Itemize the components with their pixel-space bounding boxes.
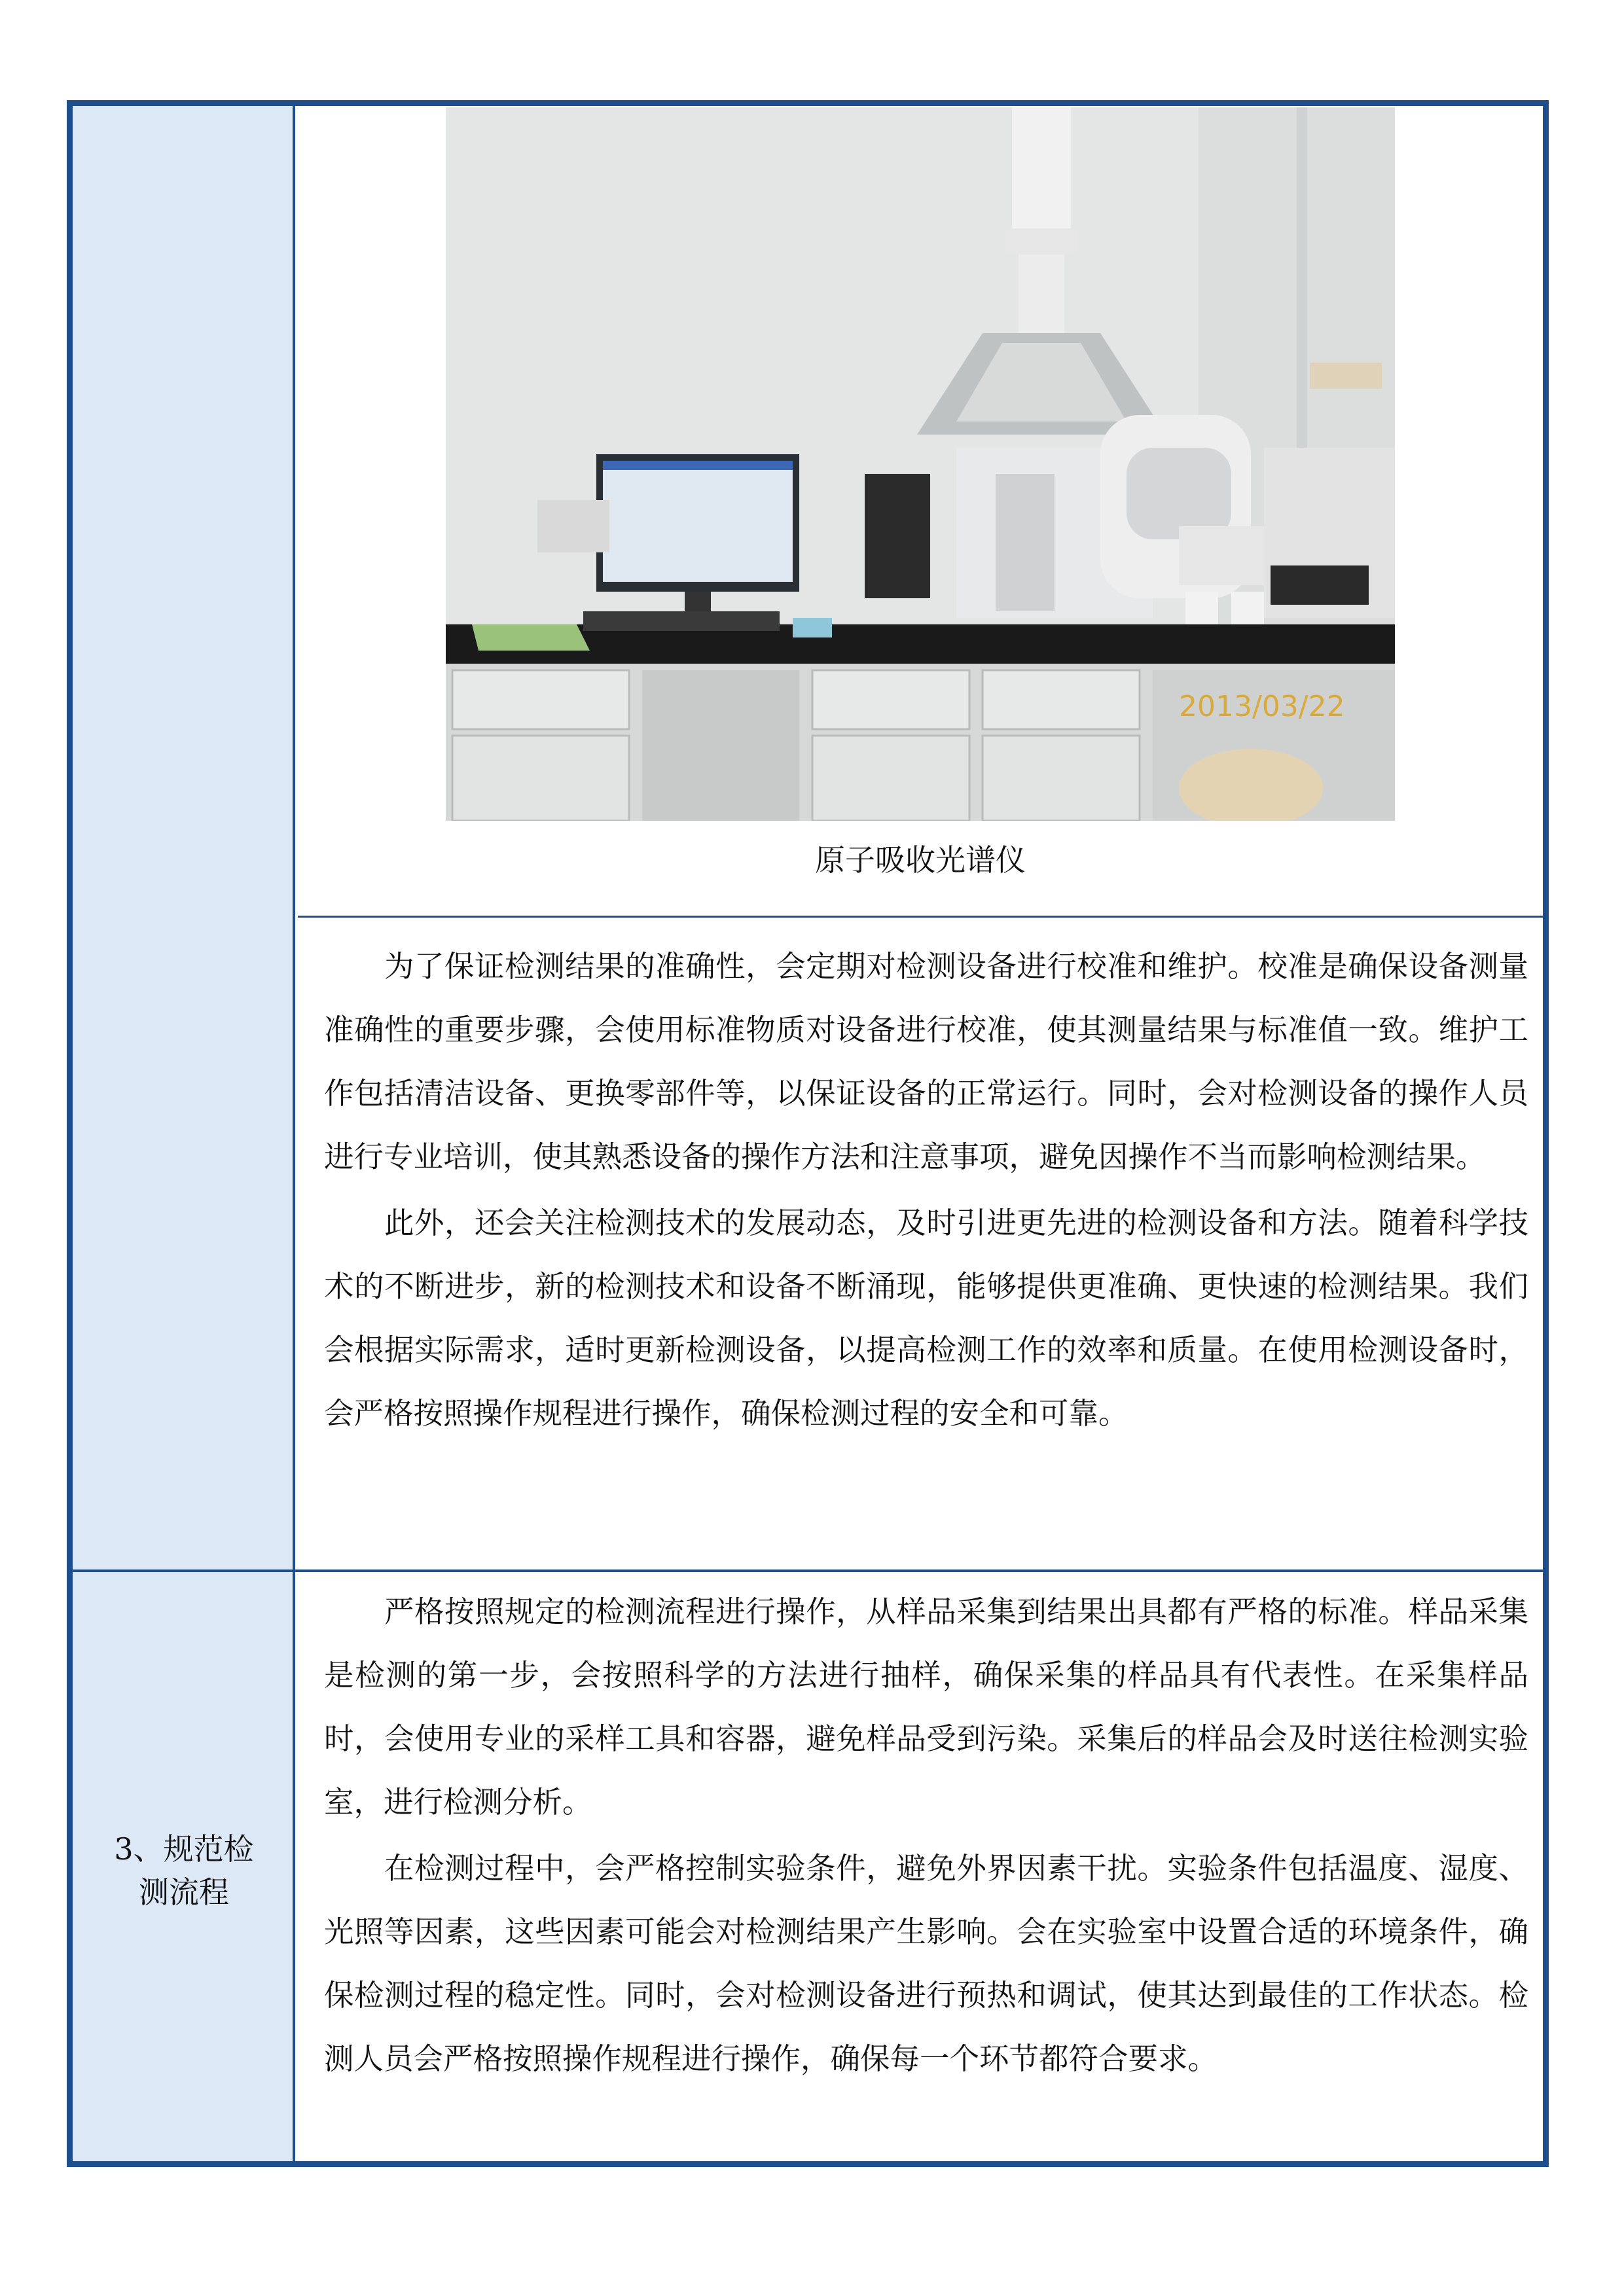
paragraph: 为了保证检测结果的准确性，会定期对检测设备进行校准和维护。校准是确保设备测量准确性的重要步骤，会使用标准物质对设备进行校准，使其测量结果与标准值一致。维护工作包括清洁设备、更换零部件等，以保证设备的正常运行。同时，会对检测设备的操作人员进行专业培训，使其熟悉设备的操作方法和注意事项，避免因操作不当而影响检测结果。: [324, 949, 1528, 1174]
photo-date-stamp: 2013/03/22: [1179, 690, 1345, 723]
paragraph: 严格按照规定的检测流程进行操作，从样品采集到结果出具都有严格的标准。样品采集是检测的第一步，会按照科学的方法进行抽样，确保采集的样品具有代表性。在采集样品时，会使用专业的采样工具和容器，避免样品受到污染。采集后的样品会及时送往检测实验室，进行检测分析。: [324, 1594, 1528, 1820]
content-table: [67, 100, 1549, 2167]
instrument-photo: [446, 107, 1395, 821]
photo-caption: 原子吸收光谱仪: [815, 842, 1026, 878]
paragraph: 此外，还会关注检测技术的发展动态，及时引进更先进的检测设备和方法。随着科学技术的不断进步，新的检测技术和设备不断涌现，能够提供更准确、更快速的检测结果。我们会根据实际需求，适时更新检测设备，以提高检测工作的效率和质量。在使用检测设备时，会严格按照操作规程进行操作，确保检测过程的安全和可靠。: [324, 1206, 1528, 1431]
section-label-line: 3、规范检: [114, 1831, 254, 1867]
section-label-process: [73, 1827, 295, 1914]
equipment-maintenance-text: [324, 935, 1528, 1448]
section-divider: [73, 1570, 1543, 1572]
process-text: [324, 1580, 1528, 2093]
paragraph: 在检测过程中，会严格控制实验条件，避免外界因素干扰。实验条件包括温度、湿度、光照等因素，这些因素可能会对检测结果产生影响。会在实验室中设置合适的环境条件，确保检测过程的稳定性。同时，会对检测设备进行预热和调试，使其达到最佳的工作状态。检测人员会严格按照操作规程进行操作，确保每一个环节都符合要求。: [324, 1851, 1528, 2076]
section-label-line: 测流程: [139, 1874, 229, 1910]
row-divider: [298, 916, 1543, 918]
